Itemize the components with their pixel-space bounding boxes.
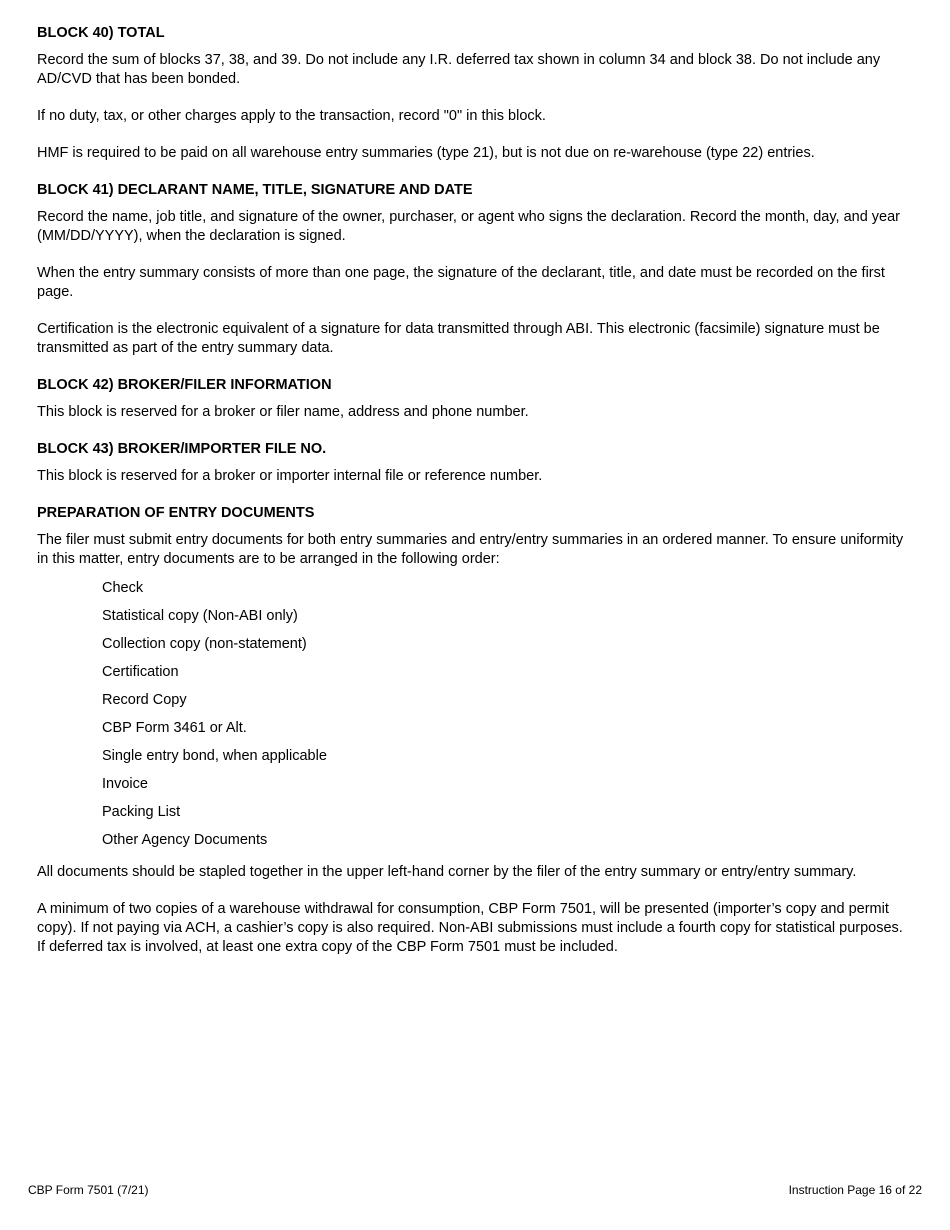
- block-40-paragraph-1: Record the sum of blocks 37, 38, and 39. Do not include any I.R. deferred tax shown in column 34 and block 38. Do not include any AD/CVD that has been bonded.: [37, 52, 881, 87]
- block-42-section: [37, 376, 913, 422]
- block-42-paragraph-1: This block is reserved for a broker or filer name, address and phone number.: [37, 404, 529, 420]
- list-item: Statistical copy (Non-ABI only): [102, 608, 298, 624]
- preparation-closing-2: A minimum of two copies of a warehouse withdrawal for consumption, CBP Form 7501, will be presented (importer’s copy and permit copy). If not paying via ACH, a cashier’s copy is also required. Non-ABI submissions must include a fourth copy for statistical purposes. If deferred tax is involved, at least one extra copy of the CBP Form 7501 must be included.: [37, 901, 903, 955]
- block-41-heading: BLOCK 41) DECLARANT NAME, TITLE, SIGNATURE AND DATE: [37, 182, 473, 198]
- list-item: Certification: [102, 664, 179, 680]
- preparation-intro: The filer must submit entry documents for both entry summaries and entry/entry summaries in an ordered manner. To ensure uniformity in this matter, entry documents are to be arranged in the following order:: [37, 532, 904, 567]
- block-43-section: [37, 440, 913, 486]
- preparation-closing-1: All documents should be stapled together in the upper left-hand corner by the filer of the entry summary or entry/entry summary.: [37, 864, 857, 880]
- list-item: CBP Form 3461 or Alt.: [102, 720, 247, 736]
- block-43-paragraph-1: This block is reserved for a broker or importer internal file or reference number.: [37, 468, 543, 484]
- block-42-heading: BLOCK 42) BROKER/FILER INFORMATION: [37, 377, 332, 393]
- page-footer: [28, 1183, 922, 1198]
- list-item: Record Copy: [102, 692, 187, 708]
- block-40-paragraph-3: HMF is required to be paid on all warehouse entry summaries (type 21), but is not due on re-warehouse (type 22) entries.: [37, 145, 815, 161]
- block-40-heading: BLOCK 40) TOTAL: [37, 25, 165, 41]
- list-item: Collection copy (non-statement): [102, 636, 307, 652]
- block-40-section: [37, 24, 913, 163]
- block-41-section: [37, 181, 913, 358]
- document-order-list: [102, 579, 913, 850]
- block-41-paragraph-3: Certification is the electronic equivalent of a signature for data transmitted through ABI. This electronic (facsimile) signature must be transmitted as part of the entry summary data.: [37, 321, 880, 356]
- block-41-paragraph-1: Record the name, job title, and signature of the owner, purchaser, or agent who signs the declaration. Record the month, day, and year (MM/DD/YYYY), when the declaration is signed.: [37, 209, 900, 244]
- list-item: Packing List: [102, 804, 181, 820]
- footer-page-number: Instruction Page 16 of 22: [788, 1183, 922, 1197]
- list-item: Other Agency Documents: [102, 832, 268, 848]
- preparation-section: [37, 504, 913, 957]
- preparation-heading: PREPARATION OF ENTRY DOCUMENTS: [37, 505, 315, 521]
- list-item: Invoice: [102, 776, 148, 792]
- list-item: Check: [102, 580, 144, 596]
- block-43-heading: BLOCK 43) BROKER/IMPORTER FILE NO.: [37, 441, 327, 457]
- block-40-paragraph-2: If no duty, tax, or other charges apply to the transaction, record "0" in this block.: [37, 108, 546, 124]
- list-item: Single entry bond, when applicable: [102, 748, 327, 764]
- block-41-paragraph-2: When the entry summary consists of more than one page, the signature of the declarant, title, and date must be recorded on the first page.: [37, 265, 885, 300]
- footer-form-id: CBP Form 7501 (7/21): [28, 1183, 149, 1197]
- document-page: [37, 24, 913, 975]
